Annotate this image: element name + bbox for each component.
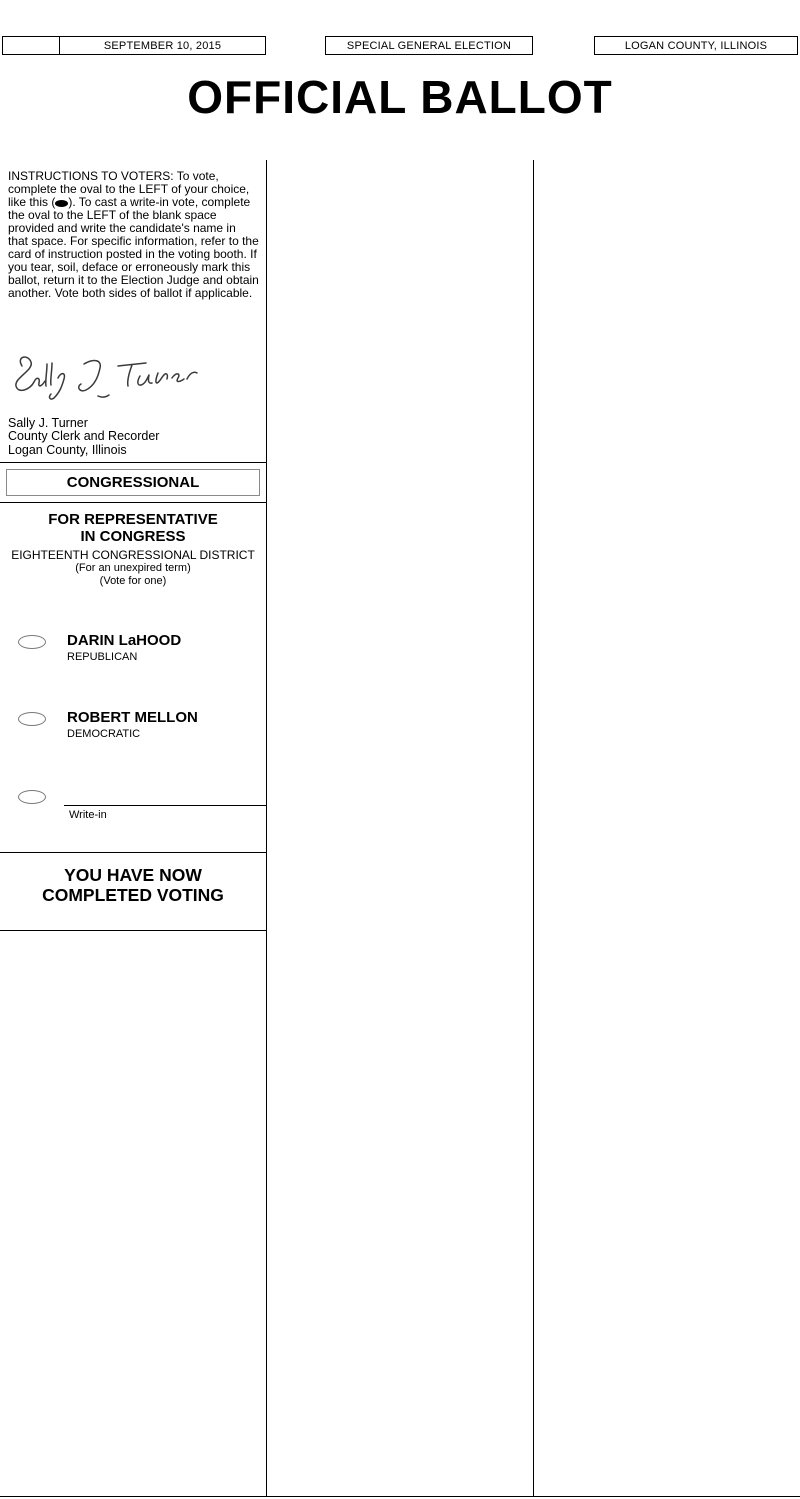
header-county-box	[594, 36, 798, 55]
write-in-label: Write-in	[69, 809, 107, 821]
write-in-block	[64, 787, 266, 821]
county-name: LOGAN COUNTY, ILLINOIS	[624, 39, 768, 52]
candidate-text	[67, 632, 181, 663]
completed-voting-notice	[0, 852, 266, 931]
election-name: SPECIAL GENERAL ELECTION	[346, 39, 512, 52]
contest-term: (For an unexpired term)	[75, 561, 191, 574]
candidate-text	[67, 709, 198, 740]
candidate-row	[0, 709, 266, 740]
header-blank-box	[2, 36, 60, 55]
vote-oval-lahood[interactable]	[18, 635, 46, 649]
write-in-row	[0, 787, 266, 821]
candidate-row	[0, 632, 266, 663]
completed-line2: COMPLETED VOTING	[42, 885, 224, 906]
candidate-party: REPUBLICAN	[67, 651, 138, 663]
section-label-box	[6, 469, 260, 496]
election-date: SEPTEMBER 10, 2015	[103, 39, 222, 52]
vote-oval-write-in[interactable]	[18, 790, 46, 804]
write-in-line[interactable]	[64, 787, 266, 806]
contest-title-line1: FOR REPRESENTATIVE	[48, 511, 218, 528]
filled-oval-example-icon	[55, 200, 68, 207]
clerk-block	[8, 417, 159, 457]
instructions-text-after: ). To cast a write-in vote, complete the oval to the LEFT of the blank space provided and write the candidate's name in that space. For specific information, refer to the card of instruction posted in the voting booth. If you tear, soil, deface or erroneously mark this ballot, return it to the Election Judge and obtain another. Vote both sides of ballot if applicable.	[8, 194, 259, 300]
contest-district: EIGHTEENTH CONGRESSIONAL DISTRICT	[11, 547, 255, 562]
completed-line1: YOU HAVE NOW	[64, 865, 202, 885]
header-date-box	[59, 36, 266, 55]
section-label: CONGRESSIONAL	[66, 474, 200, 491]
column-divider-right	[533, 160, 534, 1497]
ballot-title: OFFICIAL BALLOT	[187, 71, 613, 123]
clerk-location: Logan County, Illinois	[8, 442, 127, 457]
clerk-title: County Clerk and Recorder	[8, 429, 160, 444]
clerk-name: Sally J. Turner	[8, 416, 88, 430]
section-header-congressional	[0, 462, 266, 503]
contest-vote-for: (Vote for one)	[99, 574, 167, 587]
header-election-box	[325, 36, 533, 55]
voter-instructions	[8, 170, 259, 300]
candidate-name: ROBERT MELLON	[67, 709, 198, 726]
ballot-column-left	[0, 160, 266, 1497]
vote-oval-mellon[interactable]	[18, 712, 46, 726]
candidate-name: DARIN LaHOOD	[67, 632, 182, 649]
clerk-signature-image	[6, 352, 206, 404]
contest-header	[0, 511, 266, 588]
column-divider-left	[266, 160, 267, 1497]
contest-title-line2: IN CONGRESS	[80, 528, 186, 546]
candidate-party: DEMOCRATIC	[67, 728, 141, 740]
instructions-text-before: INSTRUCTIONS TO VOTERS: To vote, complete the oval to the LEFT of your choice, like this (	[8, 169, 250, 209]
